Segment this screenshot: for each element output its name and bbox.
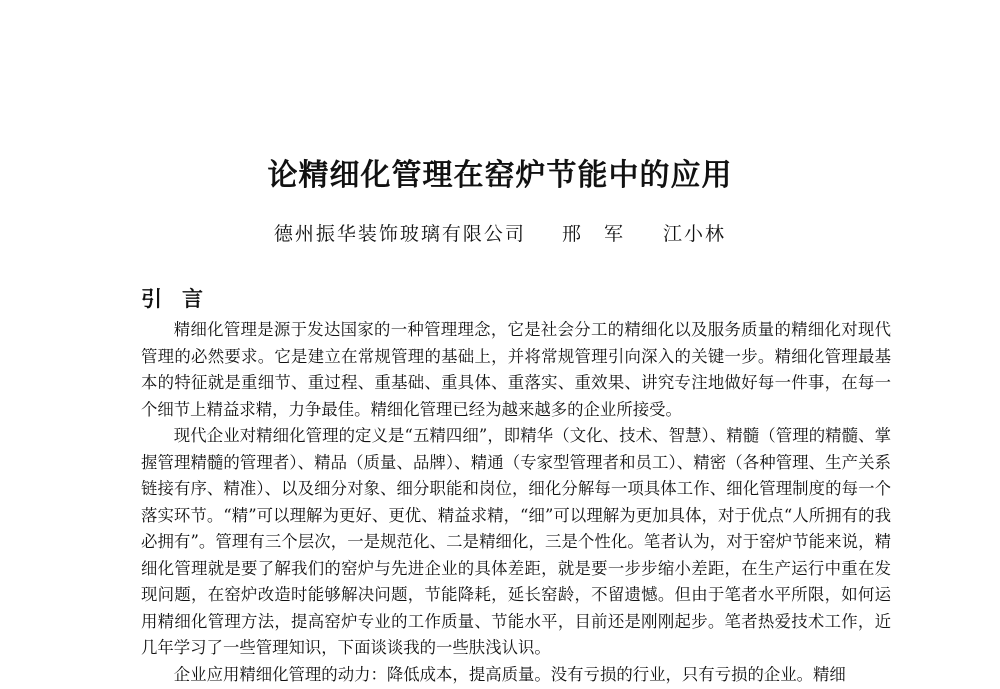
author-name-2: 江小林 <box>663 223 727 245</box>
section-heading: 引言 <box>141 287 223 311</box>
paper-title: 论精细化管理在窑炉节能中的应用 <box>267 158 733 193</box>
body-text <box>141 317 891 688</box>
paragraph: 精细化管理是源于发达国家的一种管理理念，它是社会分工的精细化以及服务质量的精细化对现代管理的必然要求。它是建立在常规管理的基础上，并将常规管理引向深入的关键一步。精细化管理最基本的特征就是重细节、重过程、重基础、重具体、重落实、重效果、讲究专注地做好每一件事，在每一个细节上精益求精，力争最佳。精细化管理已经为越来越多的企业所接受。 <box>141 320 891 419</box>
paragraph: 现代企业对精细化管理的定义是“五精四细”，即精华（文化、技术、智慧）、精髓（管理的精髓、掌握管理精髓的管理者）、精品（质量、品牌）、精通（专家型管理者和员工）、精密（各种管理、生产关系链接有序、精准）、以及细分对象、细分职能和岗位，细化分解每一项具体工作、细化管理制度的每一个落实环节。“精”可以理解为更好、更优、精益求精，“细”可以理解为更加具体，对于优点“人所拥有的我必拥有”。管理有三个层次，一是规范化、二是精细化，三是个性化。笔者认为，对于窑炉节能来说，精细化管理就是要了解我们的窑炉与先进企业的具体差距，就是要一步步缩小差距，在生产运行中重在发现问题，在窑炉改造时能够解决问题，节能降耗，延长窑龄，不留遗憾。但由于笔者水平所限，如何运用精细化管理方法，提高窑炉专业的工作质量、节能水平，目前还是刚刚起步。笔者热爱技术工作，近几年学习了一些管理知识，下面谈谈我的一些肤浅认识。 <box>141 426 891 657</box>
organization-name: 德州振华装饰玻璃有限公司 <box>273 223 526 245</box>
paragraph: 企业应用精细化管理的动力：降低成本，提高质量。没有亏损的行业，只有亏损的企业。精细 <box>173 664 846 684</box>
author-byline <box>0 219 1000 246</box>
author-name-1: 邢 军 <box>561 223 625 245</box>
